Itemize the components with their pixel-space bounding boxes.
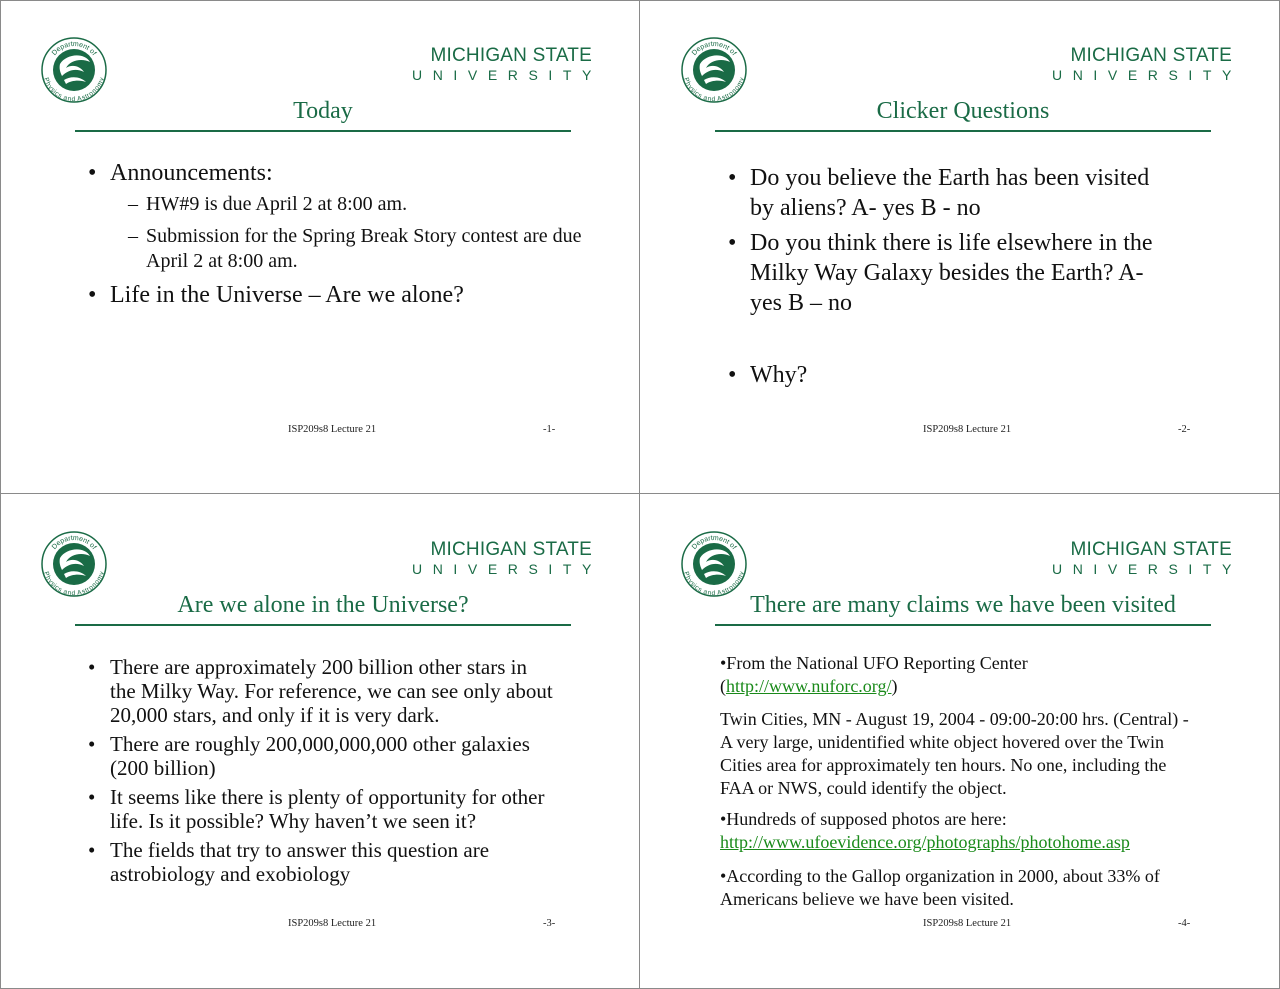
- svg-text:Physics and Astronomy: Physics and Astronomy: [42, 76, 106, 104]
- bullet-item: • Announcements:: [84, 158, 604, 188]
- bullet-item: • There are approximately 200 billion other stars in the Milky Way. For reference, we can see only about 20,000 stars, and only if it is very dark.: [84, 655, 554, 727]
- slide-title: Today: [293, 98, 353, 124]
- university-wordmark: [411, 539, 602, 578]
- footer-lecture: ISP209s8 Lecture 21: [923, 424, 1012, 435]
- slide-title: Are we alone in the Universe?: [177, 592, 469, 618]
- svg-text:Physics and Astronomy: Physics and Astronomy: [682, 76, 746, 104]
- university-wordmark: [1051, 45, 1242, 84]
- nuforc-intro: •From the National UFO Reporting Center: [720, 653, 1028, 673]
- title-rule: [75, 624, 571, 626]
- bullet-item: • It seems like there is plenty of opportunity for other life. Is it possible? Why haven’t we seen it?: [84, 785, 554, 833]
- bullet-item: • Life in the Universe – Are we alone?: [84, 280, 604, 310]
- footer-page-number: -4-: [1178, 918, 1191, 929]
- footer-page-number: -2-: [1178, 424, 1191, 435]
- title-rule: [715, 624, 1211, 626]
- wordmark-line2: UNIVERSITY: [411, 561, 602, 577]
- bullet-item: • There are roughly 200,000,000,000 other galaxies (200 billion): [84, 732, 554, 780]
- title-rule: [75, 130, 571, 132]
- department-logo-icon: [40, 530, 108, 598]
- gallop-paragraph: •According to the Gallop organization in 2000, about 33% of Americans believe we have been visited.: [720, 866, 1160, 909]
- bullet-item: • The fields that try to answer this question are astrobiology and exobiology: [84, 838, 554, 886]
- svg-text:Department of: Department of: [50, 534, 98, 551]
- wordmark-line2: UNIVERSITY: [1051, 67, 1242, 83]
- title-rule: [715, 130, 1211, 132]
- nuforc-link-line: [720, 675, 1220, 698]
- nuforc-paragraph: [720, 652, 1220, 698]
- paren-close: ): [891, 676, 898, 696]
- bullet-item: • Why?: [724, 360, 1174, 390]
- svg-text:Physics and Astronomy: Physics and Astronomy: [682, 570, 746, 598]
- wordmark-line2: UNIVERSITY: [411, 67, 602, 83]
- wordmark-line2: UNIVERSITY: [1051, 561, 1242, 577]
- nuforc-link[interactable]: http://www.nuforc.org/: [726, 676, 892, 696]
- footer-page-number: -1-: [543, 424, 556, 435]
- wordmark-line1: MICHIGAN STATE: [430, 539, 592, 560]
- sighting-report: Twin Cities, MN - August 19, 2004 - 09:00-20:00 hrs. (Central) - A very large, unidentified white object hovered over the Twin Cities area for approximately ten hours. No one, including the FAA or NWS, could identify the object.: [720, 709, 1189, 798]
- bullet-list: [84, 158, 604, 310]
- university-wordmark: [411, 45, 602, 84]
- slide-title: Clicker Questions: [876, 98, 1050, 124]
- ufoevidence-link[interactable]: http://www.ufoevidence.org/photographs/photohome.asp: [720, 832, 1130, 852]
- footer-lecture: ISP209s8 Lecture 21: [288, 918, 377, 929]
- bullet-item: • Do you think there is life elsewhere in the Milky Way Galaxy besides the Earth? A- yes B – no: [724, 228, 1180, 318]
- bullet-list: [84, 655, 554, 886]
- wordmark-line1: MICHIGAN STATE: [1070, 45, 1232, 66]
- university-wordmark: [1051, 539, 1242, 578]
- slide-3: [0, 494, 639, 987]
- wordmark-line1: MICHIGAN STATE: [430, 45, 592, 66]
- svg-text:Department of: Department of: [690, 534, 738, 551]
- footer-page-number: -3-: [543, 918, 556, 929]
- footer-lecture: ISP209s8 Lecture 21: [288, 424, 377, 435]
- sub-bullet-item: – Submission for the Spring Break Story contest are due April 2 at 8:00 am.: [84, 224, 606, 274]
- department-logo-icon: [680, 530, 748, 598]
- footer-lecture: ISP209s8 Lecture 21: [923, 918, 1012, 929]
- svg-text:Physics and Astronomy: Physics and Astronomy: [42, 570, 106, 598]
- bullet-list: [724, 163, 1174, 390]
- svg-text:Department of: Department of: [690, 40, 738, 57]
- photos-paragraph: [720, 808, 1220, 854]
- svg-text:Department of: Department of: [50, 40, 98, 57]
- slide-2: [640, 0, 1279, 493]
- wordmark-line1: MICHIGAN STATE: [1070, 539, 1232, 560]
- slide-title: There are many claims we have been visited: [750, 592, 1176, 618]
- department-logo-icon: [40, 36, 108, 104]
- photos-intro: •Hundreds of supposed photos are here:: [720, 809, 1007, 829]
- paren-open: (: [720, 676, 726, 696]
- slide-1: [0, 0, 639, 493]
- sub-bullet-item: – HW#9 is due April 2 at 8:00 am.: [84, 192, 604, 217]
- bullet-item: • Do you believe the Earth has been visited by aliens? A- yes B - no: [724, 163, 1174, 223]
- department-logo-icon: [680, 36, 748, 104]
